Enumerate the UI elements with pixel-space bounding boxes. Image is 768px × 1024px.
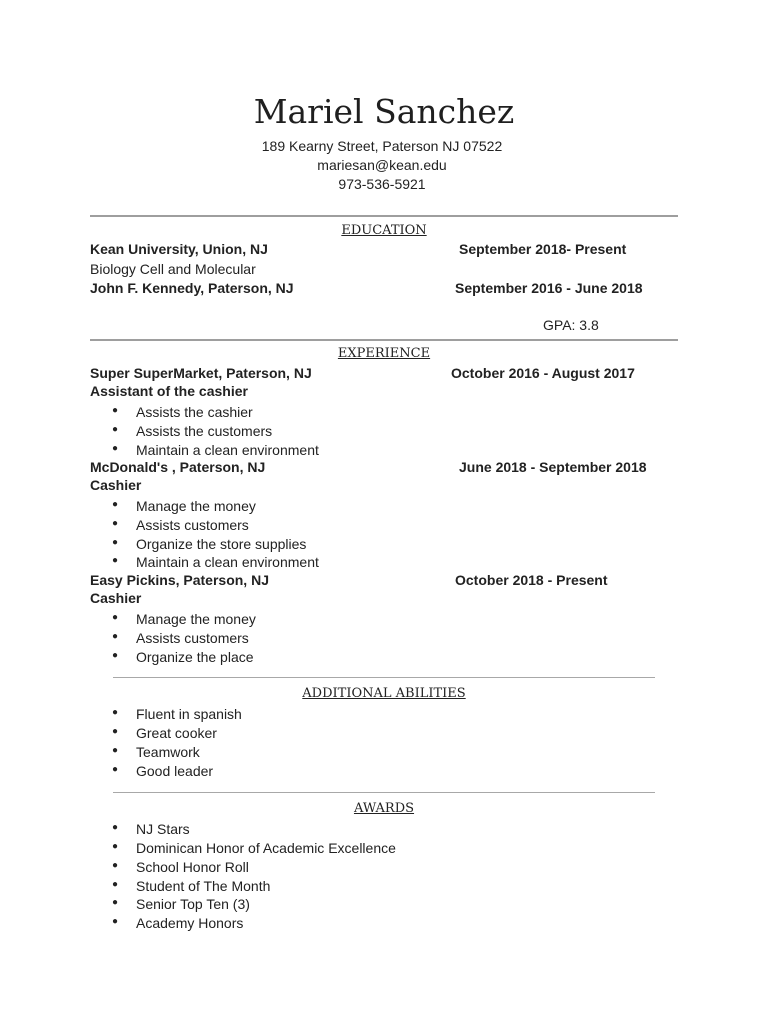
bullet-icon: ● bbox=[112, 443, 119, 454]
job-title: Cashier bbox=[90, 590, 142, 606]
section-heading-experience: EXPERIENCE bbox=[337, 346, 431, 361]
bullet-icon: ● bbox=[112, 707, 119, 718]
award-text: Dominican Honor of Academic Excellence bbox=[136, 840, 396, 856]
award-text: NJ Stars bbox=[136, 821, 190, 837]
bullet-icon: ● bbox=[112, 631, 119, 642]
bullet-icon: ● bbox=[112, 841, 119, 852]
duty-text: Maintain a clean environment bbox=[136, 442, 319, 458]
duty-text: Manage the money bbox=[136, 498, 256, 514]
bullet-icon: ● bbox=[112, 650, 119, 661]
duty-text: Assists customers bbox=[136, 517, 249, 533]
section-heading-education: EDUCATION bbox=[341, 223, 427, 238]
bullet-icon: ● bbox=[112, 405, 119, 416]
divider-experience bbox=[90, 339, 678, 341]
duty-text: Assists customers bbox=[136, 630, 249, 646]
duty-text: Assists the cashier bbox=[136, 404, 253, 420]
school-name: John F. Kennedy, Paterson, NJ bbox=[90, 280, 294, 296]
bullet-icon: ● bbox=[112, 555, 119, 566]
address: 189 Kearny Street, Paterson NJ 07522 bbox=[261, 138, 503, 154]
email: mariesan@kean.edu bbox=[317, 157, 447, 173]
ability-text: Teamwork bbox=[136, 744, 200, 760]
job-title: Cashier bbox=[90, 477, 142, 493]
duty-text: Maintain a clean environment bbox=[136, 554, 319, 570]
bullet-icon: ● bbox=[112, 897, 119, 908]
gpa: GPA: 3.8 bbox=[543, 317, 599, 333]
employer: Super SuperMarket, Paterson, NJ bbox=[90, 365, 312, 381]
bullet-icon: ● bbox=[112, 537, 119, 548]
section-heading-abilities: ADDITIONAL ABILITIES bbox=[302, 686, 466, 701]
job-dates: June 2018 - September 2018 bbox=[459, 459, 647, 475]
bullet-icon: ● bbox=[112, 879, 119, 890]
employer: Easy Pickins, Paterson, NJ bbox=[90, 572, 269, 588]
job-title: Assistant of the cashier bbox=[90, 383, 248, 399]
ability-text: Great cooker bbox=[136, 725, 217, 741]
bullet-icon: ● bbox=[112, 764, 119, 775]
duty-text: Manage the money bbox=[136, 611, 256, 627]
divider-education bbox=[90, 215, 678, 217]
bullet-icon: ● bbox=[112, 916, 119, 927]
bullet-icon: ● bbox=[112, 424, 119, 435]
resume-name: Mariel Sanchez bbox=[253, 92, 515, 131]
duty-text: Assists the customers bbox=[136, 423, 273, 439]
bullet-icon: ● bbox=[112, 499, 119, 510]
divider-awards bbox=[113, 792, 655, 793]
school-dates: September 2016 - June 2018 bbox=[455, 280, 643, 296]
duty-text: Organize the place bbox=[136, 649, 254, 665]
bullet-icon: ● bbox=[112, 745, 119, 756]
ability-text: Fluent in spanish bbox=[136, 706, 242, 722]
divider-abilities bbox=[113, 677, 655, 678]
employer: McDonald's , Paterson, NJ bbox=[90, 459, 266, 475]
school-dates: September 2018- Present bbox=[459, 241, 627, 257]
ability-text: Good leader bbox=[136, 763, 214, 779]
bullet-icon: ● bbox=[112, 726, 119, 737]
job-dates: October 2018 - Present bbox=[455, 572, 608, 588]
award-text: School Honor Roll bbox=[136, 859, 249, 875]
phone: 973-536-5921 bbox=[338, 176, 426, 192]
school-name: Kean University, Union, NJ bbox=[90, 241, 268, 257]
bullet-icon: ● bbox=[112, 518, 119, 529]
duty-text: Organize the store supplies bbox=[136, 536, 307, 552]
bullet-icon: ● bbox=[112, 612, 119, 623]
bullet-icon: ● bbox=[112, 822, 119, 833]
award-text: Student of The Month bbox=[136, 878, 271, 894]
award-text: Academy Honors bbox=[136, 915, 244, 931]
award-text: Senior Top Ten (3) bbox=[136, 896, 250, 912]
job-dates: October 2016 - August 2017 bbox=[451, 365, 635, 381]
section-heading-awards: AWARDS bbox=[353, 801, 415, 816]
major: Biology Cell and Molecular bbox=[90, 261, 256, 277]
bullet-icon: ● bbox=[112, 860, 119, 871]
